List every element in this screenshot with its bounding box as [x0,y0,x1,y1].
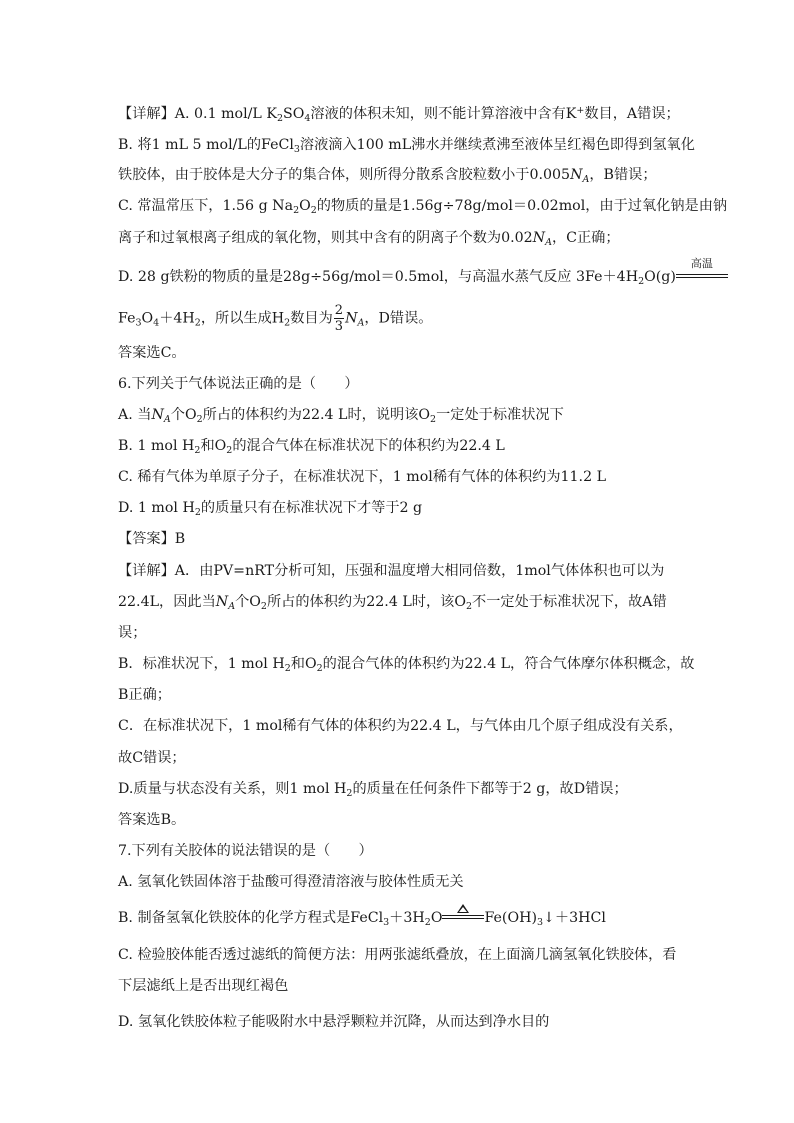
explain-6-c-line-2: 故C错误； [118,750,186,766]
question-7-option-d: D. 氢氧化铁胶体粒子能吸附水中悬浮颗粒并沉降，从而达到净水目的 [118,1014,550,1030]
detail-label: 【详解】 [118,106,175,122]
detail-b-line-1: B. 将1 mL 5 mol/L的FeCl$_3$溶液滴入100 mL沸水并继续煮沸至液体呈红褐色即得到氢氧化 [118,137,695,155]
question-6-option-b: B. 1 mol $H_2$和$O_2$的混合气体在标准状况下的体积约为22.4 L [118,438,505,456]
question-7-option-c-line-1: C. 检验胶体能否透过滤纸的简便方法：用两张滤纸叠放，在上面滴几滴氢氧化铁胶体，看 [118,947,677,963]
question-6-stem: 6.下列关于气体说法正确的是（ ） [118,376,359,392]
detail-c-line-2: 离子和过氧根离子组成的氧化物，则其中含有的阴离子个数为$0.02N_A$，C正确； [118,230,620,248]
detail-d-line-2: $Fe_3O_4+4H_2$，所以生成$H_2$数目为 $\frac{2}{3}$ $N_A$，D错误。 [118,303,433,334]
fraction: $\frac{2}{3}$ [334,303,344,334]
answer-5: 答案选C。 [118,345,186,361]
detail-c-line-1: C. 常温常压下，1.56 g $Na_2O_2$的物质的量是1.56g÷78g/mol＝0.02mol，由于过氧化钠是由钠 [118,198,728,216]
question-6-option-c: C. 稀有气体为单原子分子，在标准状况下，1 mol稀有气体的体积约为11.2 L [118,469,607,485]
question-7-option-c-line-2: 下层滤纸上是否出现红褐色 [118,978,289,994]
answer-6: 答案选B。 [118,812,186,828]
reaction-condition-arrow: 高温 [676,267,728,283]
explain-6-b-line-2: B正确； [118,687,171,703]
question-6-option-a: A. 当$N_A$个$O_2$所占的体积约为22.4 L时，说明该$O_2$一定处于标准状况下 [118,407,564,425]
detail-d-line-1: D. 28 g铁粉的物质的量是28g÷56g/mol＝0.5mol，与高温水蒸气反应 $3Fe+4H_2O(g)$ 高温 [118,267,728,287]
question-6-option-d: D. 1 mol $H_2$的质量只有在标准状况下才等于2 g [118,500,423,518]
explain-6-d-line: D.质量与状态没有关系，则1 mol $H_2$的质量在任何条件下都等于2 g，故D错误； [118,781,628,799]
explain-6-a-line-1: 【详解】A．由PV=nRT分析可知，压强和温度增大相同倍数，1mol气体体积也可以为 [118,563,665,579]
explain-6-b-line-1: B．标准状况下，1 mol $H_2$和$O_2$的混合气体的体积约为22.4 L，符合气体摩尔体积概念，故 [118,656,695,674]
explain-6-a-line-2: 22.4L，因此当$N_A$个$O_2$所占的体积约为22.4 L时，该$O_2$不一定处于标准状况下，故A错 [118,594,667,612]
question-7-option-b: B. 制备氢氧化铁胶体的化学方程式是$FeCl_3+3H_2O$ $Fe(OH)_3↓+3HCl$ [118,908,606,928]
question-7-option-a: A. 氢氧化铁固体溶于盐酸可得澄清溶液与胶体性质无关 [118,874,464,890]
question-7-stem: 7.下列有关胶体的说法错误的是（ ） [118,843,373,859]
question-6-answer: 【答案】B [118,531,186,547]
detail-a-line: 【详解】A. 0.1 mol/L $K_2SO_4$溶液的体积未知，则不能计算溶液中含有K+数目，A错误； [118,105,680,124]
explain-6-a-line-3: 误； [118,625,147,641]
heating-condition-arrow [442,908,484,924]
detail-b-line-2: 铁胶体，由于胶体是大分子的集合体，则所得分散系含胶粒数小于$0.005N_A$，B错误； [118,167,657,185]
explain-6-c-line-1: C．在标准状况下，1 mol稀有气体的体积约为22.4 L，与气体由几个原子组成没有关系， [118,718,683,734]
